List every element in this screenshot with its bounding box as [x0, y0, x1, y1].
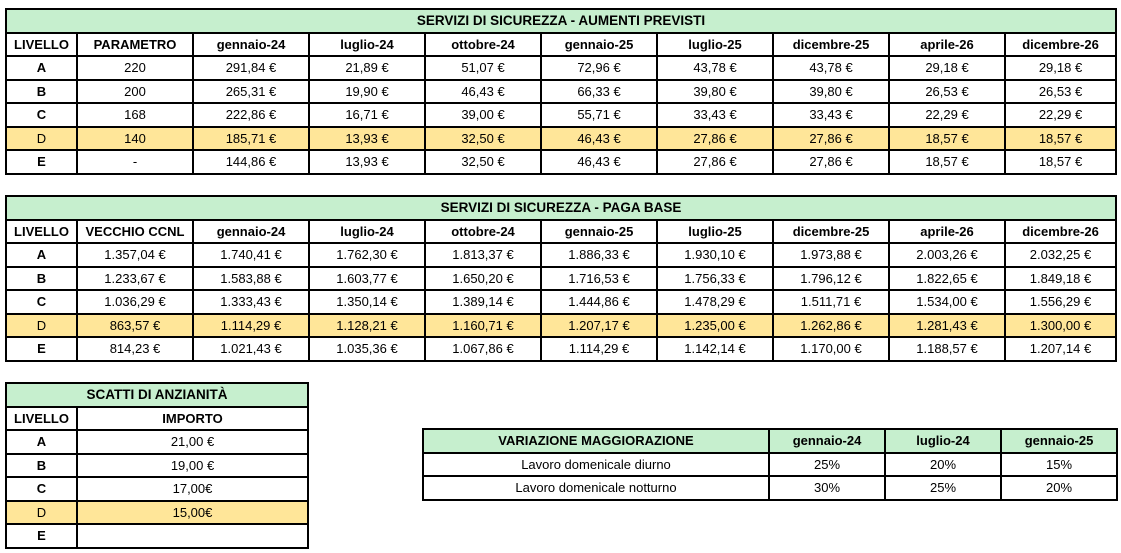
old-ccnl-cell: 814,23 € [77, 337, 193, 361]
level-cell: B [6, 267, 77, 291]
value-cell: 18,57 € [889, 127, 1005, 151]
column-header: ottobre-24 [425, 33, 541, 57]
paga-base-table [5, 195, 1117, 362]
level-cell: C [6, 290, 77, 314]
value-cell: 1.973,88 € [773, 243, 889, 267]
table-row [6, 267, 1116, 291]
value-cell: 39,80 € [773, 80, 889, 104]
value-cell: 1.478,29 € [657, 290, 773, 314]
level-cell: C [6, 477, 77, 501]
value-cell: 26,53 € [1005, 80, 1116, 104]
value-cell: 1.188,57 € [889, 337, 1005, 361]
column-header: gennaio-24 [193, 220, 309, 244]
column-header: dicembre-25 [773, 220, 889, 244]
value-cell: 13,93 € [309, 127, 425, 151]
value-cell: 32,50 € [425, 150, 541, 174]
level-cell: D [6, 127, 77, 151]
value-cell: 1.235,00 € [657, 314, 773, 338]
table-row [6, 524, 308, 548]
column-header: dicembre-25 [773, 33, 889, 57]
header-row [6, 407, 308, 431]
value-cell: 1.114,29 € [193, 314, 309, 338]
level-cell: E [6, 524, 77, 548]
value-cell: 1.170,00 € [773, 337, 889, 361]
parameter-cell: 140 [77, 127, 193, 151]
value-cell: 33,43 € [773, 103, 889, 127]
amount-cell [77, 524, 308, 548]
parameter-cell: 168 [77, 103, 193, 127]
value-cell: 13,93 € [309, 150, 425, 174]
level-cell: C [6, 103, 77, 127]
amount-cell: 17,00€ [77, 477, 308, 501]
column-header: IMPORTO [77, 407, 308, 431]
value-cell: 1.389,14 € [425, 290, 541, 314]
value-cell: 27,86 € [657, 127, 773, 151]
column-header: LIVELLO [6, 220, 77, 244]
column-header: VARIAZIONE MAGGIORAZIONE [423, 429, 769, 453]
column-header: gennaio-24 [769, 429, 885, 453]
value-cell: 1.035,36 € [309, 337, 425, 361]
level-cell: E [6, 337, 77, 361]
parameter-cell: 200 [77, 80, 193, 104]
table-row [6, 454, 308, 478]
value-cell: 46,43 € [425, 80, 541, 104]
value-cell: 1.281,43 € [889, 314, 1005, 338]
old-ccnl-cell: 1.357,04 € [77, 243, 193, 267]
row-label: Lavoro domenicale notturno [423, 476, 769, 500]
table-row [6, 150, 1116, 174]
column-header: gennaio-24 [193, 33, 309, 57]
column-header: luglio-24 [309, 33, 425, 57]
table-title-row [6, 383, 308, 407]
row-label: Lavoro domenicale diurno [423, 453, 769, 477]
level-cell: B [6, 454, 77, 478]
value-cell: 55,71 € [541, 103, 657, 127]
column-header: luglio-24 [885, 429, 1001, 453]
column-header: aprile-26 [889, 33, 1005, 57]
value-cell: 1.333,43 € [193, 290, 309, 314]
value-cell: 1.262,86 € [773, 314, 889, 338]
value-cell: 1.822,65 € [889, 267, 1005, 291]
level-cell: A [6, 430, 77, 454]
amount-cell: 15,00€ [77, 501, 308, 525]
column-header: LIVELLO [6, 407, 77, 431]
column-header: dicembre-26 [1005, 33, 1116, 57]
variazione-maggiorazione-table [422, 428, 1118, 501]
value-cell: 1.930,10 € [657, 243, 773, 267]
value-cell: 1.350,14 € [309, 290, 425, 314]
value-cell: 1.142,14 € [657, 337, 773, 361]
table-title-row [6, 196, 1116, 220]
value-cell: 1.511,71 € [773, 290, 889, 314]
value-cell: 185,71 € [193, 127, 309, 151]
level-cell: A [6, 56, 77, 80]
value-cell: 1.583,88 € [193, 267, 309, 291]
column-header: gennaio-25 [541, 33, 657, 57]
value-cell: 43,78 € [773, 56, 889, 80]
value-cell: 1.444,86 € [541, 290, 657, 314]
level-cell: E [6, 150, 77, 174]
scatti-anzianita-table [5, 382, 309, 549]
header-row [6, 33, 1116, 57]
value-cell: 1.207,14 € [1005, 337, 1116, 361]
level-cell: D [6, 314, 77, 338]
value-cell: 144,86 € [193, 150, 309, 174]
value-cell: 26,53 € [889, 80, 1005, 104]
column-header: aprile-26 [889, 220, 1005, 244]
column-header: LIVELLO [6, 33, 77, 57]
table-row-highlighted [6, 127, 1116, 151]
column-header: luglio-24 [309, 220, 425, 244]
old-ccnl-cell: 863,57 € [77, 314, 193, 338]
column-header: gennaio-25 [541, 220, 657, 244]
value-cell: 33,43 € [657, 103, 773, 127]
value-cell: 27,86 € [773, 150, 889, 174]
column-header: PARAMETRO [77, 33, 193, 57]
value-cell: 27,86 € [773, 127, 889, 151]
value-cell: 1.067,86 € [425, 337, 541, 361]
parameter-cell: - [77, 150, 193, 174]
value-cell: 18,57 € [889, 150, 1005, 174]
value-cell: 222,86 € [193, 103, 309, 127]
column-header: luglio-25 [657, 220, 773, 244]
value-cell: 72,96 € [541, 56, 657, 80]
table-row [423, 476, 1117, 500]
value-cell: 1.650,20 € [425, 267, 541, 291]
table-title: SCATTI DI ANZIANITÀ [6, 383, 308, 407]
value-cell: 46,43 € [541, 127, 657, 151]
percent-cell: 25% [769, 453, 885, 477]
level-cell: A [6, 243, 77, 267]
table-row [6, 337, 1116, 361]
value-cell: 18,57 € [1005, 127, 1116, 151]
percent-cell: 15% [1001, 453, 1117, 477]
value-cell: 19,90 € [309, 80, 425, 104]
amount-cell: 19,00 € [77, 454, 308, 478]
value-cell: 18,57 € [1005, 150, 1116, 174]
level-cell: D [6, 501, 77, 525]
value-cell: 1.849,18 € [1005, 267, 1116, 291]
table-row [6, 430, 308, 454]
amount-cell: 21,00 € [77, 430, 308, 454]
table-title-row [6, 9, 1116, 33]
value-cell: 1.716,53 € [541, 267, 657, 291]
value-cell: 22,29 € [1005, 103, 1116, 127]
value-cell: 2.003,26 € [889, 243, 1005, 267]
table-row [6, 56, 1116, 80]
value-cell: 1.603,77 € [309, 267, 425, 291]
table-row [6, 243, 1116, 267]
value-cell: 29,18 € [1005, 56, 1116, 80]
table-title: SERVIZI DI SICUREZZA - AUMENTI PREVISTI [6, 9, 1116, 33]
value-cell: 1.556,29 € [1005, 290, 1116, 314]
percent-cell: 25% [885, 476, 1001, 500]
value-cell: 1.813,37 € [425, 243, 541, 267]
value-cell: 1.796,12 € [773, 267, 889, 291]
value-cell: 21,89 € [309, 56, 425, 80]
value-cell: 265,31 € [193, 80, 309, 104]
old-ccnl-cell: 1.233,67 € [77, 267, 193, 291]
table-row [6, 80, 1116, 104]
column-header: dicembre-26 [1005, 220, 1116, 244]
value-cell: 66,33 € [541, 80, 657, 104]
value-cell: 291,84 € [193, 56, 309, 80]
value-cell: 1.207,17 € [541, 314, 657, 338]
table-row [6, 103, 1116, 127]
value-cell: 32,50 € [425, 127, 541, 151]
table-row [6, 290, 1116, 314]
value-cell: 1.021,43 € [193, 337, 309, 361]
percent-cell: 20% [885, 453, 1001, 477]
table-row-highlighted [6, 501, 308, 525]
column-header: ottobre-24 [425, 220, 541, 244]
value-cell: 1.128,21 € [309, 314, 425, 338]
value-cell: 29,18 € [889, 56, 1005, 80]
value-cell: 2.032,25 € [1005, 243, 1116, 267]
table-title: SERVIZI DI SICUREZZA - PAGA BASE [6, 196, 1116, 220]
header-row [6, 220, 1116, 244]
table-row [6, 477, 308, 501]
percent-cell: 30% [769, 476, 885, 500]
column-header: gennaio-25 [1001, 429, 1117, 453]
value-cell: 1.762,30 € [309, 243, 425, 267]
value-cell: 1.886,33 € [541, 243, 657, 267]
value-cell: 1.300,00 € [1005, 314, 1116, 338]
value-cell: 1.114,29 € [541, 337, 657, 361]
table-row-highlighted [6, 314, 1116, 338]
parameter-cell: 220 [77, 56, 193, 80]
value-cell: 22,29 € [889, 103, 1005, 127]
value-cell: 1.534,00 € [889, 290, 1005, 314]
value-cell: 16,71 € [309, 103, 425, 127]
column-header: VECCHIO CCNL [77, 220, 193, 244]
old-ccnl-cell: 1.036,29 € [77, 290, 193, 314]
value-cell: 27,86 € [657, 150, 773, 174]
aumenti-previsti-table [5, 8, 1117, 175]
value-cell: 39,00 € [425, 103, 541, 127]
value-cell: 1.160,71 € [425, 314, 541, 338]
value-cell: 1.740,41 € [193, 243, 309, 267]
value-cell: 1.756,33 € [657, 267, 773, 291]
header-row [423, 429, 1117, 453]
value-cell: 39,80 € [657, 80, 773, 104]
table-row [423, 453, 1117, 477]
percent-cell: 20% [1001, 476, 1117, 500]
value-cell: 46,43 € [541, 150, 657, 174]
level-cell: B [6, 80, 77, 104]
value-cell: 43,78 € [657, 56, 773, 80]
column-header: luglio-25 [657, 33, 773, 57]
value-cell: 51,07 € [425, 56, 541, 80]
